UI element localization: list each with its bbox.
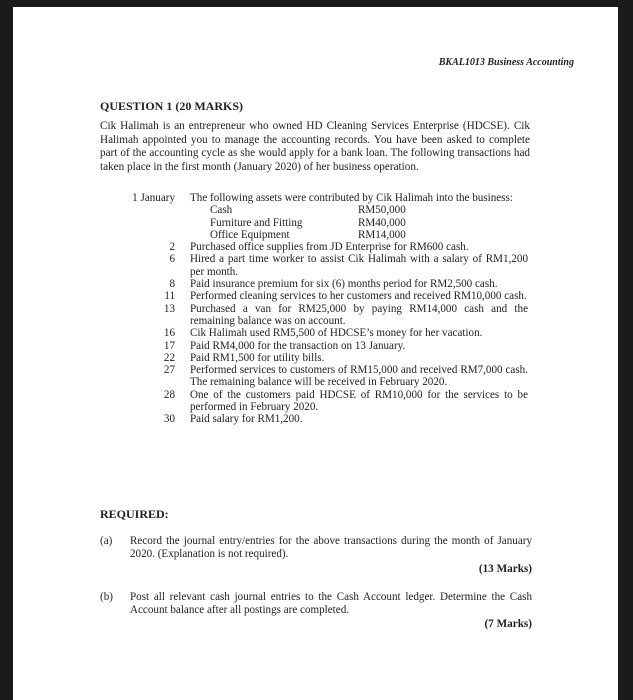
part-text: Record the journal entry/entries for the above transactions during the month of January 2020. (Explanation is not required). — [130, 535, 532, 561]
document-page — [13, 7, 618, 700]
transaction-day: 11 — [164, 290, 175, 303]
transaction-day: 6 — [169, 253, 175, 266]
transaction-day: 17 — [163, 339, 175, 352]
transaction-day: 2 — [169, 241, 175, 254]
transaction-desc: Performed services to customers of RM15,000 and received RM7,000 cash. The remaining balance will be received in February 2020. — [190, 364, 528, 389]
part-a — [100, 535, 545, 561]
transaction-desc: Paid RM4,000 for the transaction on 13 January. — [190, 339, 406, 352]
transaction-day: 1 January — [132, 192, 175, 204]
page-header: BKAL1013 Business Accounting — [438, 57, 574, 68]
asset-amount: RM40,000 — [358, 216, 406, 229]
transaction-day: 30 — [163, 413, 175, 426]
transaction-row — [100, 413, 550, 425]
transaction-day: 27 — [163, 364, 175, 377]
required-heading: REQUIRED: — [100, 507, 169, 521]
transaction-desc: Purchased office supplies from JD Enterprise for RM600 cash. — [190, 241, 469, 254]
transaction-row — [100, 278, 550, 290]
transaction-row — [100, 364, 550, 389]
transaction-day: 13 — [163, 302, 175, 315]
transaction-desc: Paid insurance premium for six (6) months period for RM2,500 cash. — [190, 278, 498, 291]
transaction-day: 16 — [163, 327, 175, 340]
asset-row — [210, 204, 430, 216]
part-b — [100, 591, 545, 617]
part-label: (b) — [100, 591, 113, 603]
transaction-desc: Hired a part time worker to assist Cik Halimah with a salary of RM1,200 per month. — [190, 253, 528, 278]
transaction-desc: Cik Halimah used RM5,500 of HDCSE’s money for her vacation. — [190, 327, 483, 340]
transaction-day: 22 — [163, 351, 175, 364]
part-a-marks: (13 Marks) — [478, 563, 532, 575]
asset-name: Furniture and Fitting — [210, 216, 303, 229]
transaction-row — [100, 290, 550, 302]
asset-name: Cash — [210, 204, 233, 217]
transaction-row — [100, 389, 550, 414]
transaction-row — [100, 340, 550, 352]
asset-row — [210, 217, 430, 229]
transaction-desc: The following assets were contributed by Cik Halimah into the business: — [190, 192, 513, 204]
transaction-desc: One of the customers paid HDCSE of RM10,000 for the services to be performed in February 2020. — [190, 388, 528, 414]
transaction-row — [100, 327, 550, 339]
part-b-marks: (7 Marks) — [484, 618, 532, 630]
transaction-desc-block — [190, 192, 528, 241]
question-title: QUESTION 1 (20 MARKS) — [100, 99, 244, 113]
transaction-row — [100, 303, 550, 328]
part-text: Post all relevant cash journal entries to the Cash Account ledger. Determine the Cash Account balance after all postings are completed. — [130, 591, 532, 617]
transaction-desc: Paid RM1,500 for utility bills. — [190, 351, 325, 364]
transaction-row — [100, 192, 550, 241]
transaction-day: 28 — [163, 388, 175, 401]
asset-name: Office Equipment — [210, 228, 290, 241]
assets-list — [210, 204, 430, 241]
asset-amount: RM50,000 — [358, 204, 406, 217]
transactions-list — [100, 192, 550, 426]
transaction-row — [100, 241, 550, 253]
transaction-row — [100, 352, 550, 364]
asset-amount: RM14,000 — [358, 228, 406, 241]
transaction-day: 8 — [169, 278, 175, 291]
transaction-desc: Purchased a van for RM25,000 by paying RM14,000 cash and the remaining balance was on account. — [190, 302, 528, 327]
asset-row — [210, 229, 430, 241]
part-label: (a) — [100, 535, 113, 547]
transaction-desc: Paid salary for RM1,200. — [190, 413, 303, 426]
transaction-row — [100, 253, 550, 278]
intro-paragraph: Cik Halimah is an entrepreneur who owned HD Cleaning Services Enterprise (HDCSE). Cik Halimah appointed you to manage the accounting records. You have been asked to complete part of the accounting cycle as she would apply for a bank loan. The following transactions had taken place in the first month (January 2020) of her business operation. — [100, 120, 530, 173]
transaction-desc: Performed cleaning services to her customers and received RM10,000 cash. — [190, 290, 527, 303]
